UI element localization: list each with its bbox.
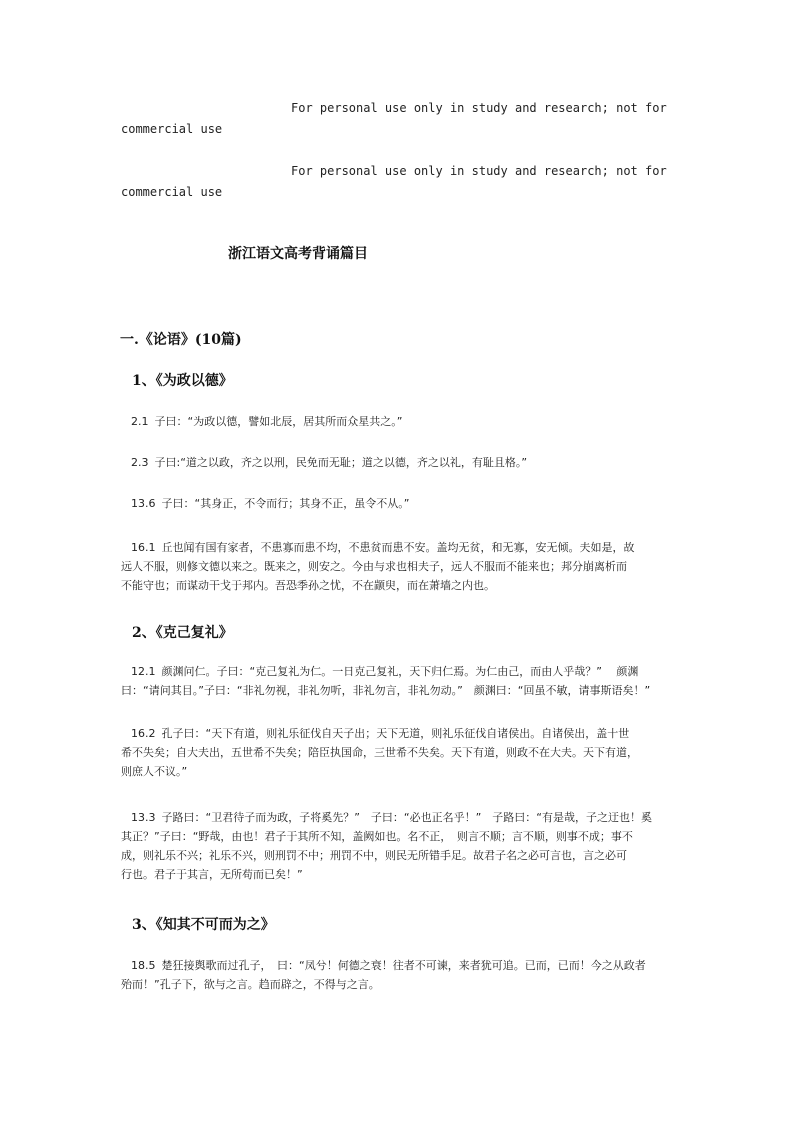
notice-line-1: For personal use only in study and research; not for (291, 101, 667, 115)
paragraph-line: 楚狂接舆歌而过孔子， 曰：“凤兮！何德之衰！往者不可谏，来者犹可追。已而，已而！今之从政者 (161, 959, 646, 972)
paragraph-13-3 (121, 808, 686, 884)
paragraph-number: 12.1 (131, 665, 156, 678)
subheading-keji: 2、《克己复礼》 (132, 625, 233, 641)
paragraph-text: 子曰：“其身正，不令而行；其身不正，虽令不从。” (161, 497, 410, 510)
paragraph-line: 不能守也；而谋动干戈于邦内。吾恐季孙之忧，不在颛臾，而在萧墙之内也。 (121, 579, 495, 592)
paragraph-line: 颜渊问仁。子曰：“克己复礼为仁。一日克己复礼，天下归仁焉。为仁由己，而由人乎哉？” 颜渊 (161, 665, 639, 678)
page-title: 浙江语文高考背诵篇目 (228, 246, 368, 262)
paragraph-18-5 (121, 956, 686, 994)
paragraph-line: 丘也闻有国有家者，不患寡而患不均，不患贫而患不安。盖均无贫，和无寡，安无倾。夫如是，故 (161, 541, 635, 554)
paragraph-number: 16.2 (131, 727, 156, 740)
paragraph-number: 13.6 (131, 497, 156, 510)
section-heading-lunyu: 一.《论语》(10篇) (120, 332, 242, 348)
paragraph-line: 则庶人不议。” (121, 765, 188, 778)
notice-block-2 (121, 161, 681, 203)
subheading-weizheng: 1、《为政以德》 (132, 373, 233, 389)
paragraph-line: 子路曰：“卫君待子而为政，子将奚先？” 子曰：“必也正名乎！” 子路曰：“有是哉，子之迂也！奚 (161, 811, 652, 824)
paragraph-line: 成，则礼乐不兴；礼乐不兴，则刑罚不中；刑罚不中，则民无所错手足。故君子名之必可言也，言之必可 (121, 849, 627, 862)
paragraph-number: 2.1 (131, 415, 149, 428)
notice-line-2: commercial use (121, 122, 223, 136)
notice-block-1 (121, 98, 681, 140)
notice-line-1: For personal use only in study and research; not for (291, 164, 667, 178)
paragraph-line: 行也。君子于其言，无所苟而已矣！” (121, 868, 303, 881)
paragraph-16-2 (121, 724, 686, 781)
paragraph-16-1 (121, 538, 686, 595)
paragraph-2-1 (121, 412, 686, 431)
paragraph-line: 远人不服，则修文德以来之。既来之，则安之。今由与求也相夫子，远人不服而不能来也；邦分崩离析而 (121, 560, 627, 573)
paragraph-12-1 (121, 662, 686, 700)
paragraph-line: 其正？”子曰：“野哉，由也！君子于其所不知，盖阙如也。名不正， 则言不顺；言不顺，则事不成；事不 (121, 830, 633, 843)
paragraph-13-6 (121, 494, 686, 513)
paragraph-line: 殆而！”孔子下，欲与之言。趋而辟之，不得与之言。 (121, 978, 380, 991)
paragraph-line: 曰：“请问其目。”子曰：“非礼勿视，非礼勿听，非礼勿言，非礼勿动。” 颜渊曰：“回虽不敏，请事斯语矣！” (121, 684, 651, 697)
paragraph-number: 13.3 (131, 811, 156, 824)
notice-line-2: commercial use (121, 185, 223, 199)
paragraph-number: 2.3 (131, 456, 149, 469)
paragraph-2-3 (121, 453, 686, 472)
subheading-zhiqi: 3、《知其不可而为之》 (132, 917, 275, 933)
paragraph-line: 孔子曰：“天下有道，则礼乐征伐自天子出；天下无道，则礼乐征伐自诸侯出。自诸侯出，盖十世 (161, 727, 630, 740)
paragraph-text: 子曰:“道之以政，齐之以刑，民免而无耻；道之以德，齐之以礼，有耻且格。” (154, 456, 528, 469)
paragraph-line: 希不失矣；自大夫出，五世希不失矣；陪臣执国命，三世希不失矣。天下有道，则政不在大夫。天下有道， (121, 746, 638, 759)
paragraph-text: 子曰：“为政以德，譬如北辰，居其所而众星共之。” (154, 415, 403, 428)
paragraph-number: 18.5 (131, 959, 156, 972)
paragraph-number: 16.1 (131, 541, 156, 554)
